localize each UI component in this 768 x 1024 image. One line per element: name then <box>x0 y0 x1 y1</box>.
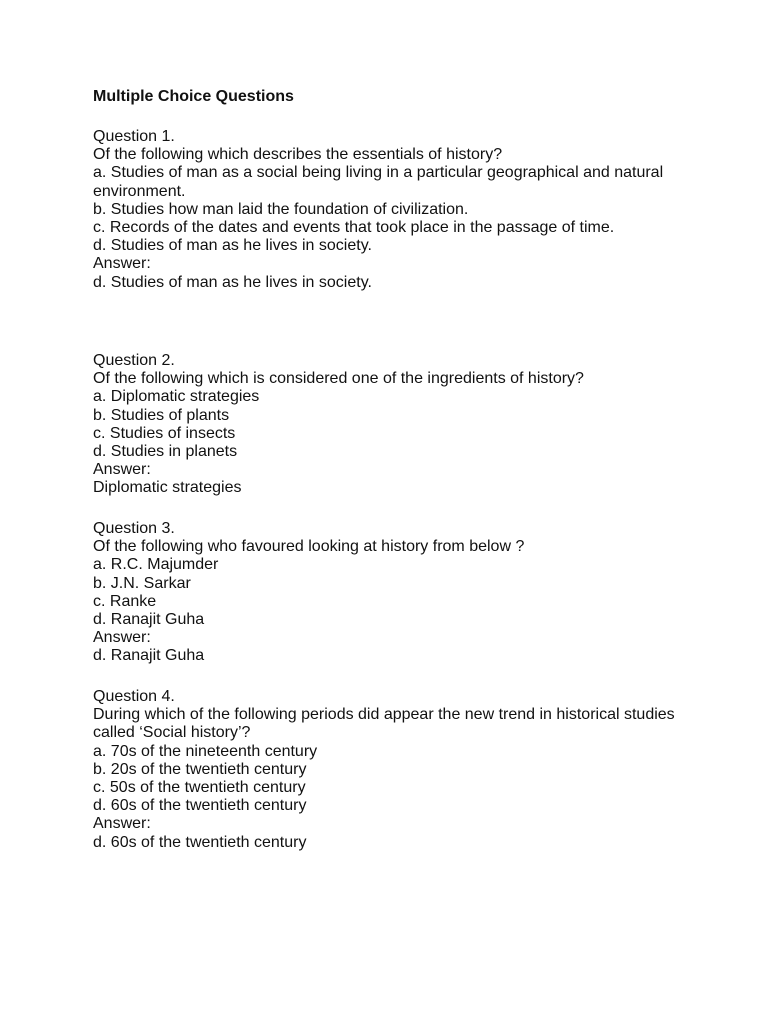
question-block-4 <box>93 688 713 852</box>
question-block-1 <box>93 128 713 292</box>
option-c: c. 50s of the twentieth century <box>93 779 306 797</box>
option-c: c. Records of the dates and events that took place in the passage of time. <box>93 219 615 237</box>
answer-text: d. Studies of man as he lives in society. <box>93 273 372 291</box>
answer-label: Answer: <box>93 255 151 273</box>
question-number: Question 2. <box>93 352 175 369</box>
option-d: d. 60s of the twentieth century <box>93 797 307 815</box>
option-a: a. Diplomatic strategies <box>93 388 260 406</box>
option-list <box>93 388 713 461</box>
option-c: c. Ranke <box>93 592 157 610</box>
option-list <box>93 743 713 816</box>
question-number: Question 3. <box>93 520 175 537</box>
option-list <box>93 164 713 255</box>
answer-label: Answer: <box>93 815 151 833</box>
question-text: Of the following which describes the essentials of history? <box>93 146 503 164</box>
option-d: d. Studies of man as he lives in society. <box>93 237 372 255</box>
question-text: Of the following which is considered one of the ingredients of history? <box>93 370 584 388</box>
document-page <box>93 88 713 851</box>
question-number: Question 1. <box>93 128 175 145</box>
answer-label: Answer: <box>93 629 151 647</box>
answer-label: Answer: <box>93 461 151 479</box>
option-b: b. 20s of the twentieth century <box>93 760 307 778</box>
option-c: c. Studies of insects <box>93 424 236 442</box>
option-d: d. Studies in planets <box>93 443 238 461</box>
option-b: b. Studies of plants <box>93 406 230 424</box>
question-block-3 <box>93 520 713 666</box>
option-b: b. Studies how man laid the foundation of civilization. <box>93 200 469 218</box>
document-title: Multiple Choice Questions <box>93 88 294 105</box>
option-a: a. 70s of the nineteenth century <box>93 742 318 760</box>
question-text: During which of the following periods did appear the new trend in historical studies called ‘Social history’? <box>93 706 675 742</box>
option-a: a. R.C. Majumder <box>93 556 219 574</box>
answer-text: Diplomatic strategies <box>93 479 242 497</box>
option-a: a. Studies of man as a social being living in a particular geographical and natural environment. <box>93 164 664 200</box>
question-text: Of the following who favoured looking at history from below ? <box>93 538 525 556</box>
answer-text: d. Ranajit Guha <box>93 647 205 665</box>
answer-text: d. 60s of the twentieth century <box>93 833 307 851</box>
option-b: b. J.N. Sarkar <box>93 574 191 592</box>
question-block-2 <box>93 352 713 498</box>
option-list <box>93 556 713 629</box>
option-d: d. Ranajit Guha <box>93 611 205 629</box>
question-number: Question 4. <box>93 688 175 705</box>
